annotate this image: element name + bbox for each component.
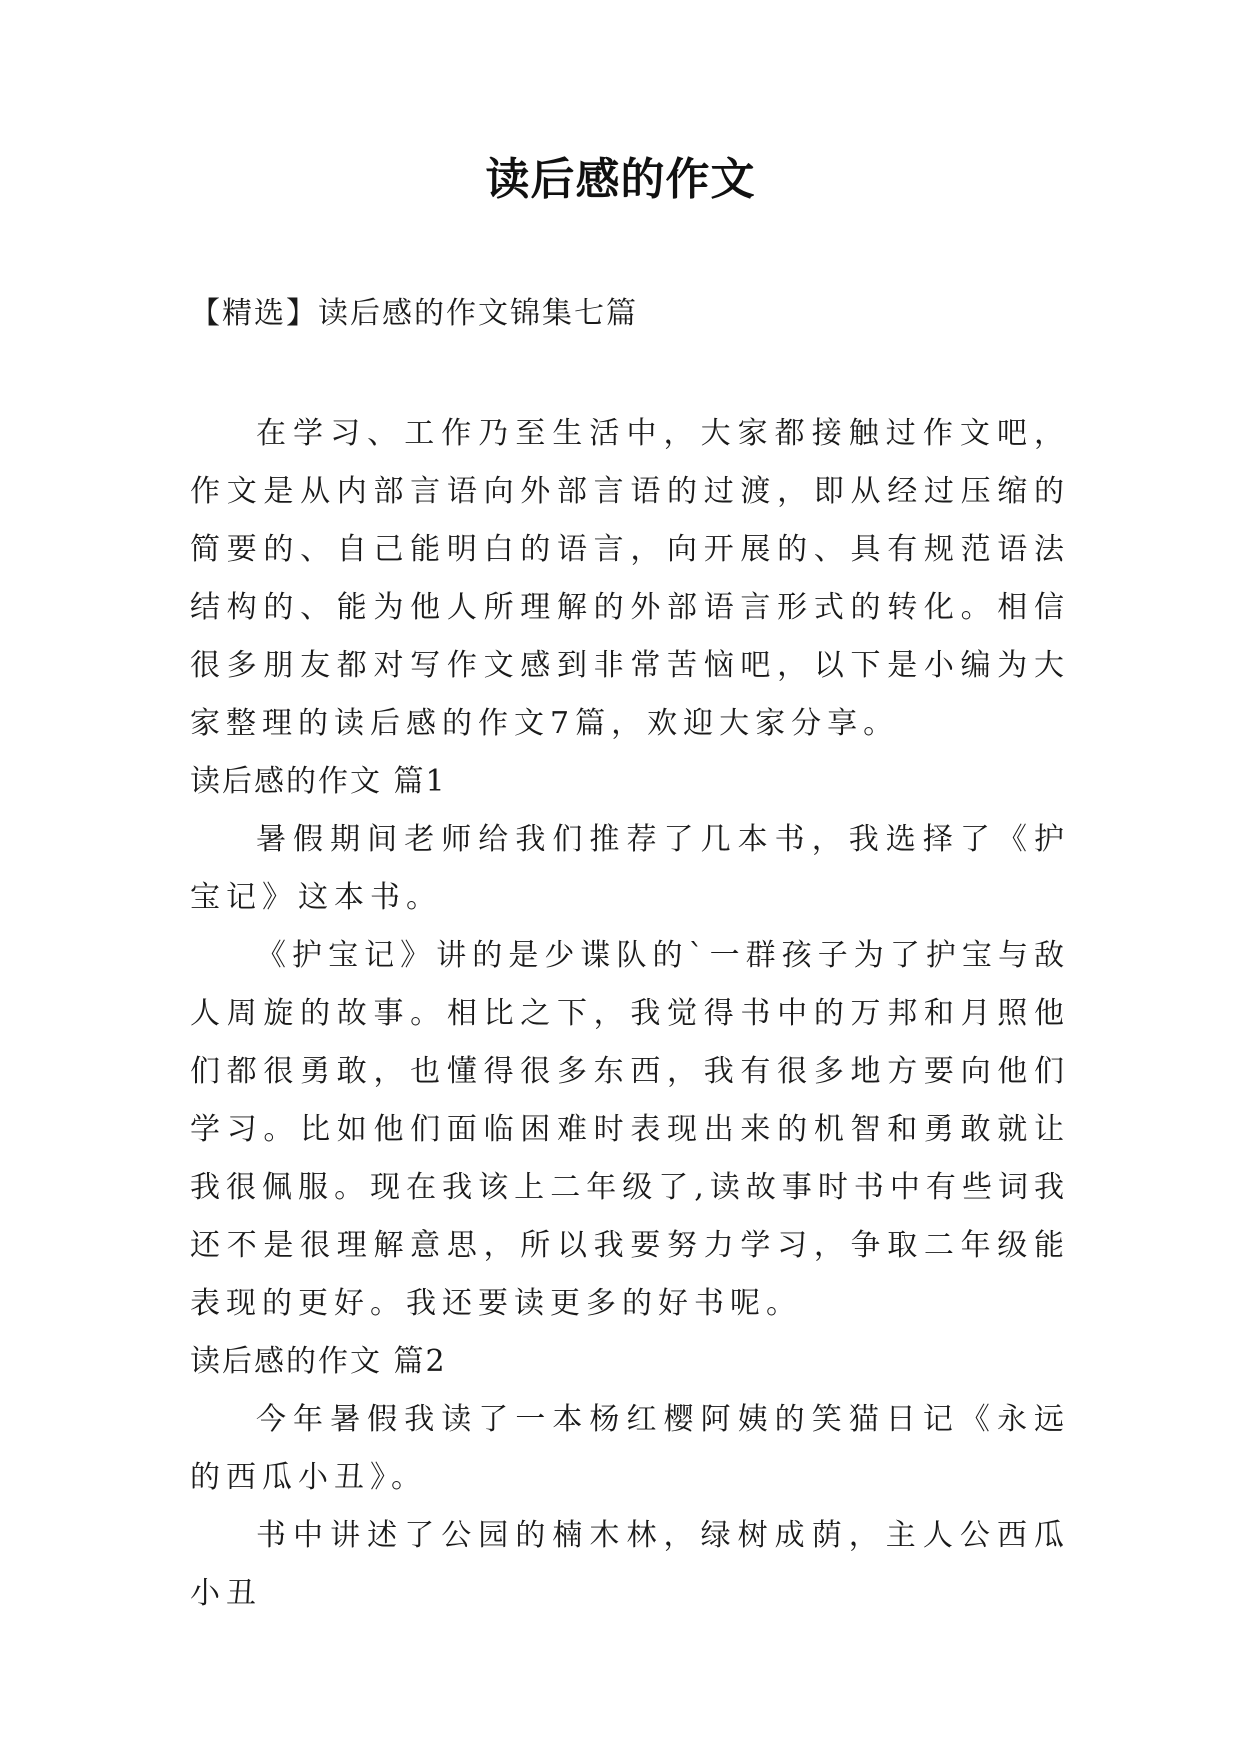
section-heading: 读后感的作文 篇2 bbox=[190, 1344, 447, 1379]
document-title: 读后感的作文 bbox=[485, 154, 756, 205]
document-subtitle: 【精选】读后感的作文锦集七篇 bbox=[190, 296, 638, 331]
body-paragraph: 书中讲述了公园的楠木林，绿树成荫，主人公西瓜小丑 bbox=[190, 1518, 1070, 1611]
body-paragraph: 《护宝记》讲的是少谍队的`一群孩子为了护宝与敌人周旋的故事。相比之下，我觉得书中的万邦和月照他们都很勇敢，也懂得很多东西，我有很多地方要向他们学习。比如他们面临困难时表现出来的机智和勇敢就让我很佩服。现在我该上二年级了,读故事时书中有些词我还不是很理解意思，所以我要努力学习，争取二年级能表现的更好。我还要读更多的好书呢。 bbox=[190, 938, 1070, 1321]
intro-paragraph: 在学习、工作乃至生活中，大家都接触过作文吧，作文是从内部言语向外部言语的过渡，即从经过压缩的简要的、自己能明白的语言，向开展的、具有规范语法结构的、能为他人所理解的外部语言形式的转化。相信很多朋友都对写作文感到非常苦恼吧，以下是小编为大家整理的读后感的作文7篇，欢迎大家分享。 bbox=[190, 416, 1070, 741]
body-paragraph: 暑假期间老师给我们推荐了几本书，我选择了《护宝记》这本书。 bbox=[190, 822, 1070, 915]
document-body bbox=[190, 405, 1070, 1623]
section-heading: 读后感的作文 篇1 bbox=[190, 764, 447, 799]
body-paragraph: 今年暑假我读了一本杨红樱阿姨的笑猫日记《永远的西瓜小丑》。 bbox=[190, 1402, 1070, 1495]
